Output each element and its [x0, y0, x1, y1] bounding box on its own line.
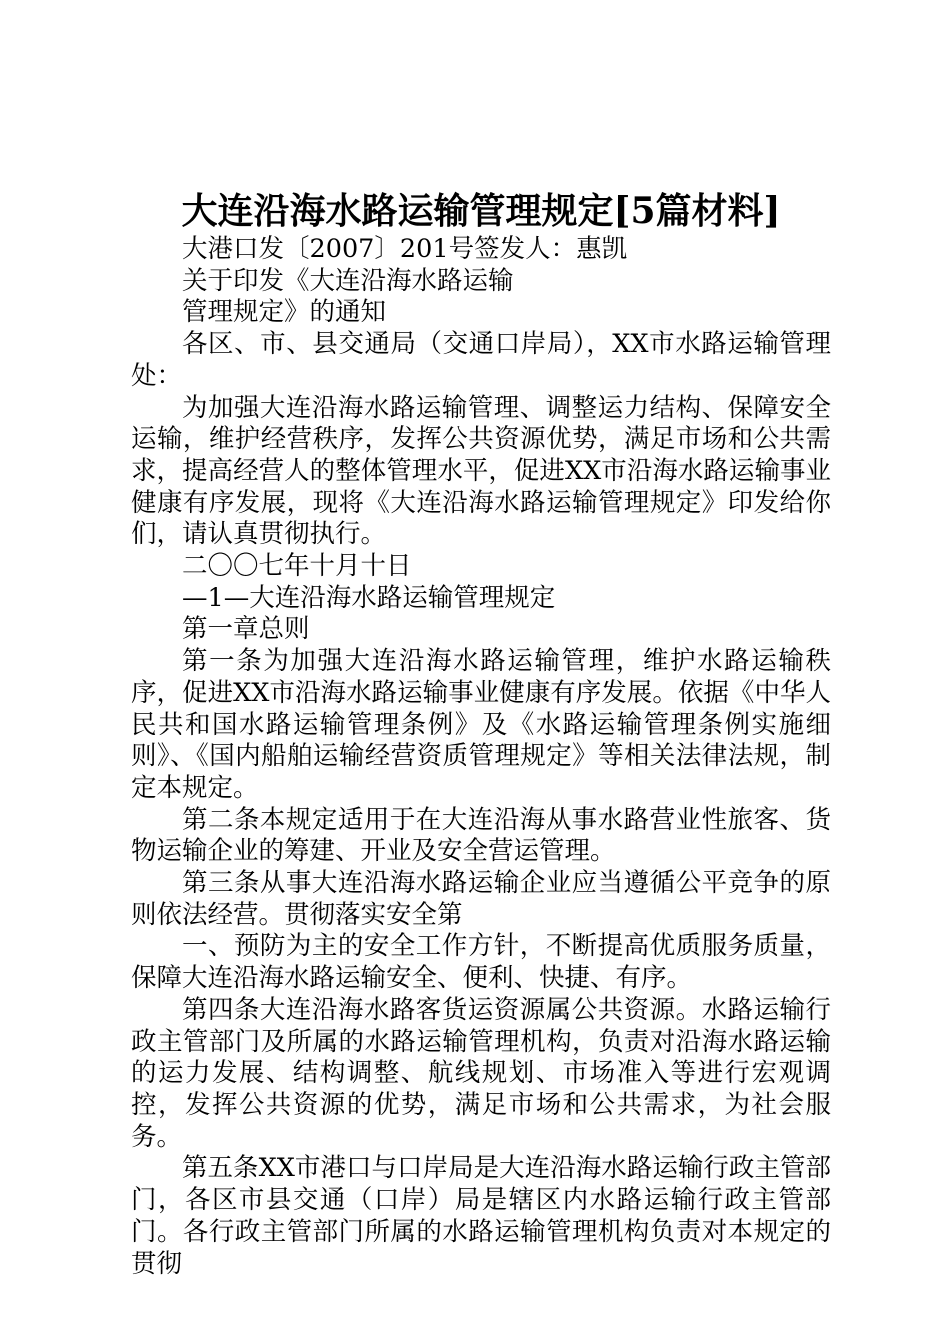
notice-title-line-2: 管理规定》的通知 [182, 297, 387, 328]
article-3-continuation-paragraph: 一、预防为主的安全工作方针，不断提高优质服务质量，保障大连沿海水路运输安全、便利、快捷、有序。 [131, 931, 831, 994]
notice-title-line-1: 关于印发《大连沿海水路运输 [182, 265, 514, 296]
article-2-paragraph: 第二条本规定适用于在大连沿海从事水路营业性旅客、货物运输企业的筹建、开业及安全营运管理。 [131, 804, 831, 867]
notice-body-paragraph: 为加强大连沿海水路运输管理、调整运力结构、保障安全运输，维护经营秩序，发挥公共资源优势，满足市场和公共需求，提高经营人的整体管理水平，促进XX市沿海水路运输事业健康有序发展，现将《大连沿海水路运输管理规定》印发给你们，请认真贯彻执行。 [131, 392, 831, 550]
chapter-heading: 第一章总则 [182, 614, 310, 645]
article-3-paragraph: 第三条从事大连沿海水路运输企业应当遵循公平竞争的原则依法经营。贯彻落实安全第 [131, 868, 831, 930]
document-body [131, 234, 831, 1280]
recipients-paragraph: 各区、市、县交通局（交通口岸局），XX市水路运输管理处： [131, 329, 831, 391]
article-5-paragraph: 第五条XX市港口与口岸局是大连沿海水路运输行政主管部门，各区市县交通（口岸）局是辖区内水路运输行政主管部门。各行政主管部门所属的水路运输管理机构负责对本规定的贯彻 [131, 1153, 831, 1279]
issue-date: 二〇〇七年十月十日 [182, 551, 412, 582]
document-number-line: 大港口发〔2007〕201号签发人：惠凯 [182, 234, 628, 264]
article-1-paragraph: 第一条为加强大连沿海水路运输管理，维护水路运输秩序，促进XX市沿海水路运输事业健康有序发展。依据《中华人民共和国水路运输管理条例》及《水路运输管理条例实施细则》、《国内船舶运输经营资质管理规定》等相关法律法规，制定本规定。 [131, 646, 831, 803]
article-4-paragraph: 第四条大连沿海水路客货运资源属公共资源。水路运输行政主管部门及所属的水路运输管理机构，负责对沿海水路运输的运力发展、结构调整、航线规划、市场准入等进行宏观调控，发挥公共资源的优势，满足市场和公共需求，为社会服务。 [131, 994, 831, 1152]
document-title: 大连沿海水路运输管理规定[5篇材料] [181, 190, 781, 232]
regulation-heading: —1—大连沿海水路运输管理规定 [182, 582, 556, 613]
